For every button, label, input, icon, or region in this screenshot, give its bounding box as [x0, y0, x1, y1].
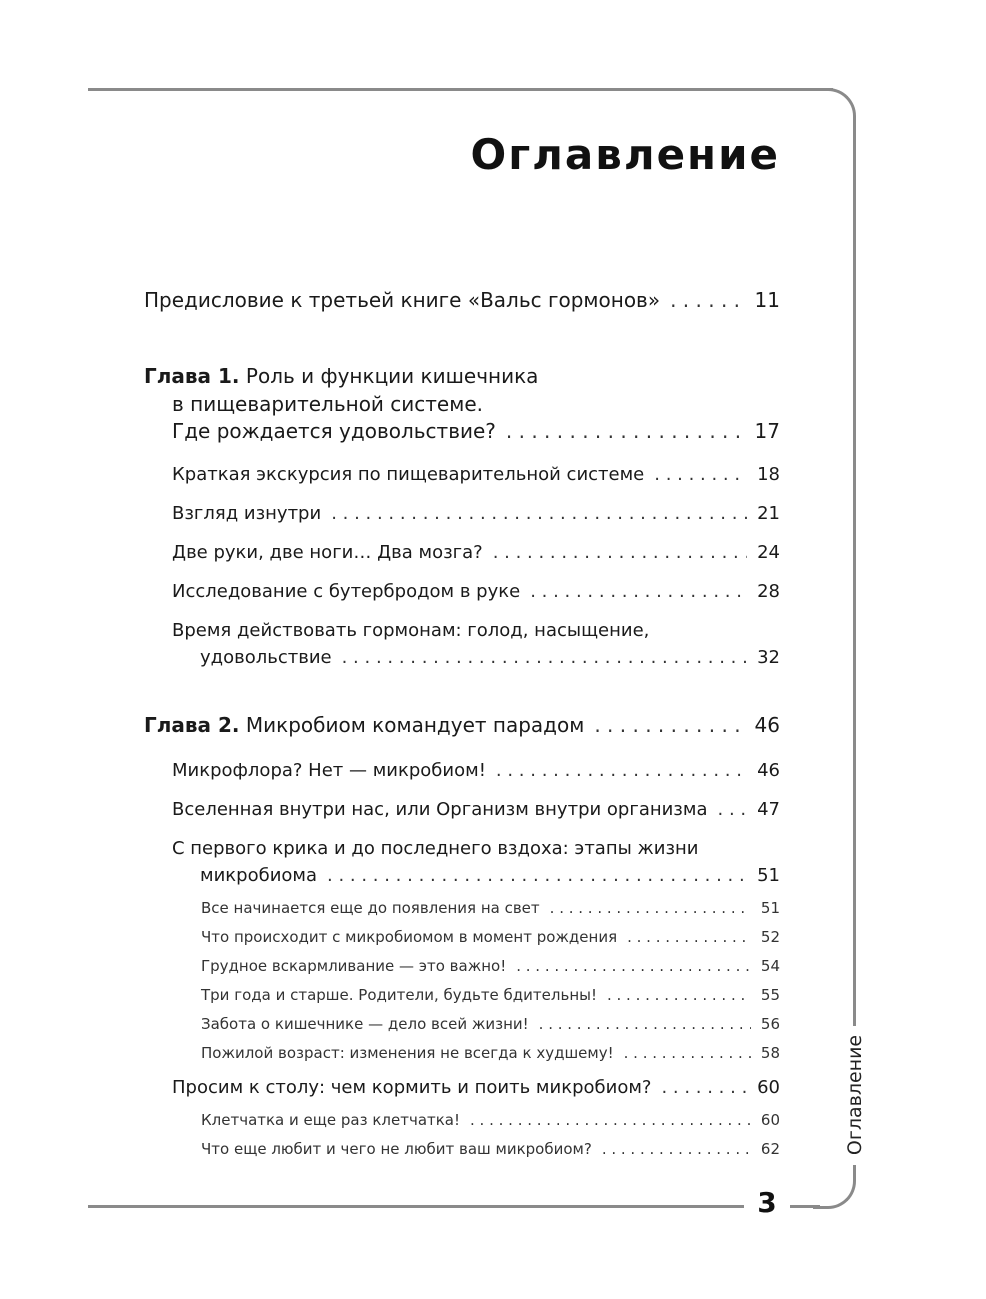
toc-entry-text: Взгляд изнутри [172, 503, 322, 524]
toc-entry-text: Забота о кишечнике — дело всей жизни! [201, 1015, 529, 1033]
toc-entry-page: 60 [757, 1077, 780, 1098]
toc-entry-ch2-s1[interactable] [172, 760, 780, 781]
toc-entry-page: 46 [754, 713, 780, 737]
chapter-title-line: в пищеварительной системе. [172, 392, 483, 416]
toc-entry-page: 56 [760, 1015, 780, 1033]
page-title: Оглавление [470, 130, 780, 179]
toc-entry-ch2-s4-2[interactable] [201, 1140, 780, 1158]
toc-entry-ch2-s3-6[interactable] [201, 1044, 780, 1062]
toc-entry-text: С первого крика и до последнего вздоха: этапы жизни [172, 838, 699, 859]
toc-entry-page: 17 [754, 419, 780, 443]
toc-entry-text: Просим к столу: чем кормить и поить микробиом? [172, 1077, 652, 1098]
toc-entry-page: 60 [760, 1111, 780, 1129]
toc-entry-ch1-s5-line1[interactable] [172, 620, 649, 641]
dot-leader [539, 1015, 751, 1033]
toc-entry-text: Предисловие к третьей книге «Вальс гормонов» [144, 288, 661, 312]
dot-leader [607, 986, 751, 1004]
toc-entry-text: Что еще любит и чего не любит ваш микробиом? [201, 1140, 592, 1158]
toc-entry-page: 58 [760, 1044, 780, 1062]
toc-entry-ch1-s4[interactable] [172, 581, 780, 602]
toc-entry-ch2-s2[interactable] [172, 799, 780, 820]
toc-entry-ch1-s2[interactable] [172, 503, 780, 524]
toc-entry-text: Две руки, две ноги… Два мозга? [172, 542, 483, 563]
toc-chapter-2[interactable] [144, 713, 780, 737]
dot-leader [550, 899, 751, 917]
chapter-prefix: Глава 1. [144, 364, 240, 388]
dot-leader [470, 1111, 751, 1129]
dot-leader [670, 288, 744, 312]
toc-entry-page: 52 [760, 928, 780, 946]
dot-leader [496, 760, 747, 781]
chapter-title: Микробиом командует парадом [245, 713, 585, 737]
toc-entry-ch1-s5-line2[interactable] [200, 647, 780, 668]
dot-leader [602, 1140, 751, 1158]
dot-leader [718, 799, 748, 820]
dot-leader [331, 503, 747, 524]
dot-leader [661, 1077, 747, 1098]
toc-entry-text: микробиома [200, 865, 318, 886]
toc-entry-page: 51 [757, 865, 780, 886]
toc-entry-text: Время действовать гормонам: голод, насыщение, [172, 620, 650, 641]
toc-entry-page: 46 [757, 760, 780, 781]
toc-entry-page: 47 [757, 799, 780, 820]
dot-leader [594, 713, 744, 737]
toc-entry-ch2-s3-1[interactable] [201, 899, 780, 917]
toc-entry-preface[interactable] [144, 288, 780, 312]
toc-entry-text: Где рождается удовольствие? [172, 419, 496, 443]
toc-entry-page: 11 [754, 288, 780, 312]
toc-entry-text: Краткая экскурсия по пищеварительной системе [172, 464, 645, 485]
toc-entry-ch2-s4-1[interactable] [201, 1111, 780, 1129]
toc-entry-text: Исследование с бутербродом в руке [172, 581, 521, 602]
toc-entry-ch2-s3-line1[interactable] [172, 838, 698, 859]
dot-leader [342, 647, 747, 668]
toc-entry-page: 55 [760, 986, 780, 1004]
toc-entry-text: Три года и старше. Родители, будьте бдительны! [201, 986, 597, 1004]
toc-chapter-1-line1[interactable] [144, 364, 538, 388]
toc-chapter-1-line2[interactable] [172, 392, 483, 416]
toc-entry-ch2-s4[interactable] [172, 1077, 780, 1098]
dot-leader [530, 581, 747, 602]
toc-entry-text: Микрофлора? Нет — микробиом! [172, 760, 486, 781]
toc-entry-page: 18 [757, 464, 780, 485]
dot-leader [624, 1044, 751, 1062]
toc-entry-page: 32 [757, 647, 780, 668]
dot-leader [506, 419, 745, 443]
toc-chapter-1-line3[interactable] [172, 419, 780, 443]
toc-entry-page: 21 [757, 503, 780, 524]
toc-entry-text: Грудное вскармливание — это важно! [201, 957, 507, 975]
toc-entry-text: Что происходит с микробиомом в момент рождения [201, 928, 618, 946]
toc-entry-ch2-s3-line2[interactable] [200, 865, 780, 886]
toc-entry-ch2-s3-5[interactable] [201, 1015, 780, 1033]
toc-entry-page: 62 [760, 1140, 780, 1158]
toc-entry-text: Вселенная внутри нас, или Организм внутри организма [172, 799, 708, 820]
page-number: 3 [757, 1186, 777, 1219]
side-running-title-text: Оглавление [844, 1034, 866, 1156]
toc-entry-ch2-s3-3[interactable] [201, 957, 780, 975]
dot-leader [327, 865, 747, 886]
toc-entry-ch1-s3[interactable] [172, 542, 780, 563]
toc-entry-text: Все начинается еще до появления на свет [201, 899, 540, 917]
toc-entry-text: удовольствие [200, 647, 332, 668]
dot-leader [493, 542, 747, 563]
toc-entry-page: 54 [760, 957, 780, 975]
chapter-title-line: Роль и функции кишечника [245, 364, 539, 388]
toc-entry-ch2-s3-4[interactable] [201, 986, 780, 1004]
dot-leader [516, 957, 751, 975]
dot-leader [654, 464, 747, 485]
toc-entry-ch1-s1[interactable] [172, 464, 780, 485]
dot-leader [627, 928, 751, 946]
toc-entry-ch2-s3-2[interactable] [201, 928, 780, 946]
toc-entry-text [144, 713, 584, 737]
toc-entry-page: 24 [757, 542, 780, 563]
toc-entry-text: Пожилой возраст: изменения не всегда к худшему! [201, 1044, 614, 1062]
toc-entry-page: 28 [757, 581, 780, 602]
toc-entry-text: Клетчатка и еще раз клетчатка! [201, 1111, 461, 1129]
toc-entry-page: 51 [760, 899, 780, 917]
chapter-prefix: Глава 2. [144, 713, 240, 737]
